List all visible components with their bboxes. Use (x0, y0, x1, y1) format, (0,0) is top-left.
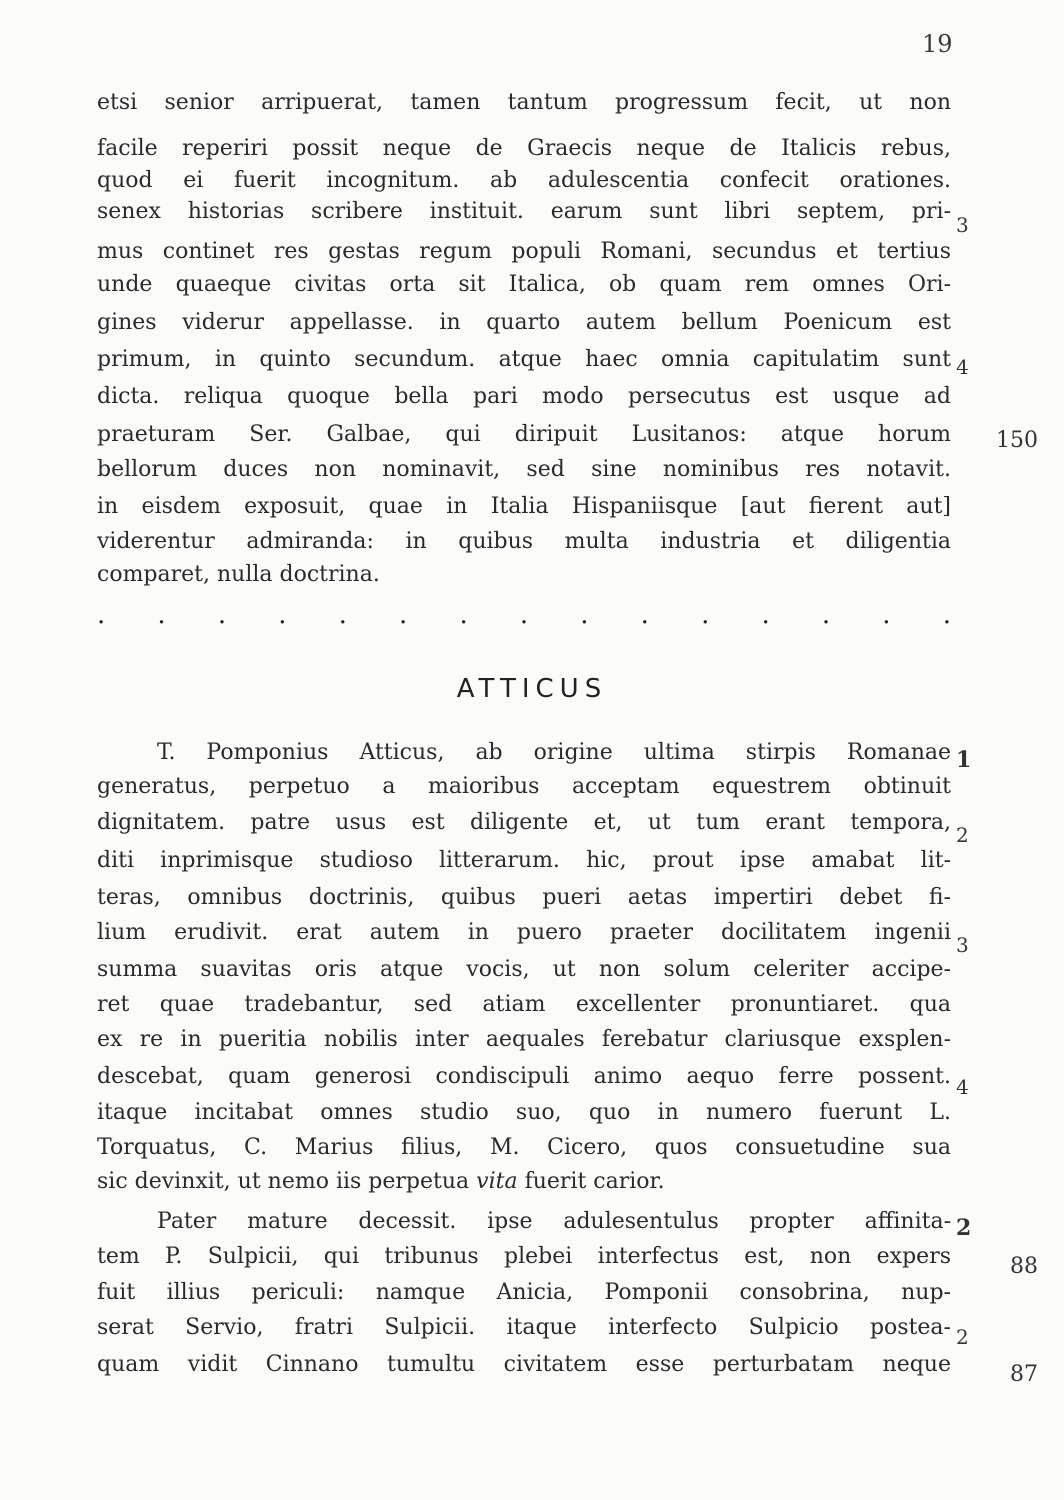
ellipsis-dot: . (519, 600, 529, 630)
section-number: 3 (956, 933, 969, 957)
text-line: tem P. Sulpicii, qui tribunus plebei interfectus est, non expers (97, 1244, 951, 1269)
text-line: T. Pomponius Atticus, ab origine ultima stirpis Romanae (157, 740, 951, 765)
text-line: teras, omnibus doctrinis, quibus pueri aetas impertiri debet fi- (97, 885, 951, 910)
section-number: 2 (956, 1325, 969, 1349)
ellipsis-dot: . (942, 600, 951, 630)
ellipsis-dot: . (338, 600, 347, 630)
text-line: Torquatus, C. Marius filius, M. Cicero, quos consuetudine sua (97, 1135, 951, 1160)
margin-reference: 150 (996, 428, 1038, 453)
section-heading: ATTICUS (456, 674, 608, 704)
text-line: etsi senior arripuerat, tamen tantum progressum fecit, ut non (97, 90, 951, 115)
ellipsis-dot: . (157, 600, 166, 630)
text-line: ex re in pueritia nobilis inter aequales ferebatur clariusque exsplen- (97, 1027, 951, 1052)
section-number: 4 (956, 1075, 969, 1099)
text-line: itaque incitabat omnes studio suo, quo in numero fuerunt L. (97, 1100, 951, 1125)
ellipsis-row (97, 600, 951, 630)
text-line: lium erudivit. erat autem in puero praeter docilitatem ingenii (97, 920, 951, 945)
text-line: unde quaeque civitas orta sit Italica, ob quam rem omnes Ori- (97, 272, 951, 297)
text-fragment: sic devinxit, ut nemo iis perpetua (97, 1169, 470, 1194)
section-number: 2 (956, 823, 969, 847)
text-line: generatus, perpetuo a maioribus acceptam equestrem obtinuit (97, 774, 951, 799)
text-line: diti inprimisque studioso litterarum. hic, prout ipse amabat lit- (97, 848, 951, 873)
ellipsis-dot: . (399, 600, 408, 630)
text-fragment: fuerit carior. (524, 1169, 665, 1194)
text-line: quam vidit Cinnano tumultu civitatem esse perturbatam neque (97, 1352, 951, 1377)
ellipsis-dot: . (217, 600, 227, 630)
text-line: dignitatem. patre usus est diligente et, ut tum erant tempora, (97, 810, 951, 835)
text-line: mus continet res gestas regum populi Romani, secundus et tertius (97, 239, 951, 264)
italic-word: vita (476, 1169, 518, 1194)
text-line: ret quae tradebantur, sed atiam excellenter pronuntiaret. qua (97, 992, 951, 1017)
text-line: viderentur admiranda: in quibus multa industria et diligentia (97, 529, 951, 554)
page-number: 19 (922, 30, 953, 58)
ellipsis-dot: . (761, 600, 770, 630)
text-line: serat Servio, fratri Sulpicii. itaque interfecto Sulpicio postea- (97, 1315, 951, 1340)
ellipsis-dot: . (821, 600, 831, 630)
text-line: facile reperiri possit neque de Graecis neque de Italicis rebus, (97, 136, 951, 161)
ellipsis-dot: . (701, 600, 710, 630)
text-line: bellorum duces non nominavit, sed sine nominibus res notavit. (97, 457, 951, 482)
section-number: 4 (956, 355, 969, 379)
text-line: summa suavitas oris atque vocis, ut non solum celeriter accipe- (97, 957, 951, 982)
text-line: quod ei fuerit incognitum. ab adulescentia confecit orationes. (97, 168, 951, 193)
text-line: primum, in quinto secundum. atque haec omnia capitulatim sunt (97, 347, 951, 372)
ellipsis-dot: . (882, 600, 891, 630)
text-line: in eisdem exposuit, quae in Italia Hispaniisque [aut fierent aut] (97, 494, 951, 519)
section-number: 3 (956, 213, 969, 237)
section-number: 2 (956, 1215, 972, 1241)
margin-reference: 88 (1010, 1254, 1038, 1279)
section-number: 1 (956, 747, 972, 773)
ellipsis-dot: . (640, 600, 649, 630)
text-line: fuit illius periculi: namque Anicia, Pomponii consobrina, nup- (97, 1280, 951, 1305)
text-line: comparet, nulla doctrina. (97, 562, 380, 587)
ellipsis-dot: . (580, 600, 589, 630)
ellipsis-dot: . (459, 600, 468, 630)
margin-reference: 87 (1010, 1362, 1038, 1387)
text-line: gines viderur appellasse. in quarto autem bellum Poenicum est (97, 310, 951, 335)
text-line: senex historias scribere instituit. earum sunt libri septem, pri- (97, 199, 951, 224)
ellipsis-dot: . (97, 600, 106, 630)
ellipsis-dot: . (278, 600, 287, 630)
text-line-with-italic (97, 1167, 951, 1199)
text-line: praeturam Ser. Galbae, qui diripuit Lusitanos: atque horum (97, 422, 951, 447)
text-line: Pater mature decessit. ipse adulesentulus propter affinita- (157, 1209, 951, 1234)
text-line: descebat, quam generosi condiscipuli animo aequo ferre possent. (97, 1064, 951, 1089)
text-line: dicta. reliqua quoque bella pari modo persecutus est usque ad (97, 384, 951, 409)
